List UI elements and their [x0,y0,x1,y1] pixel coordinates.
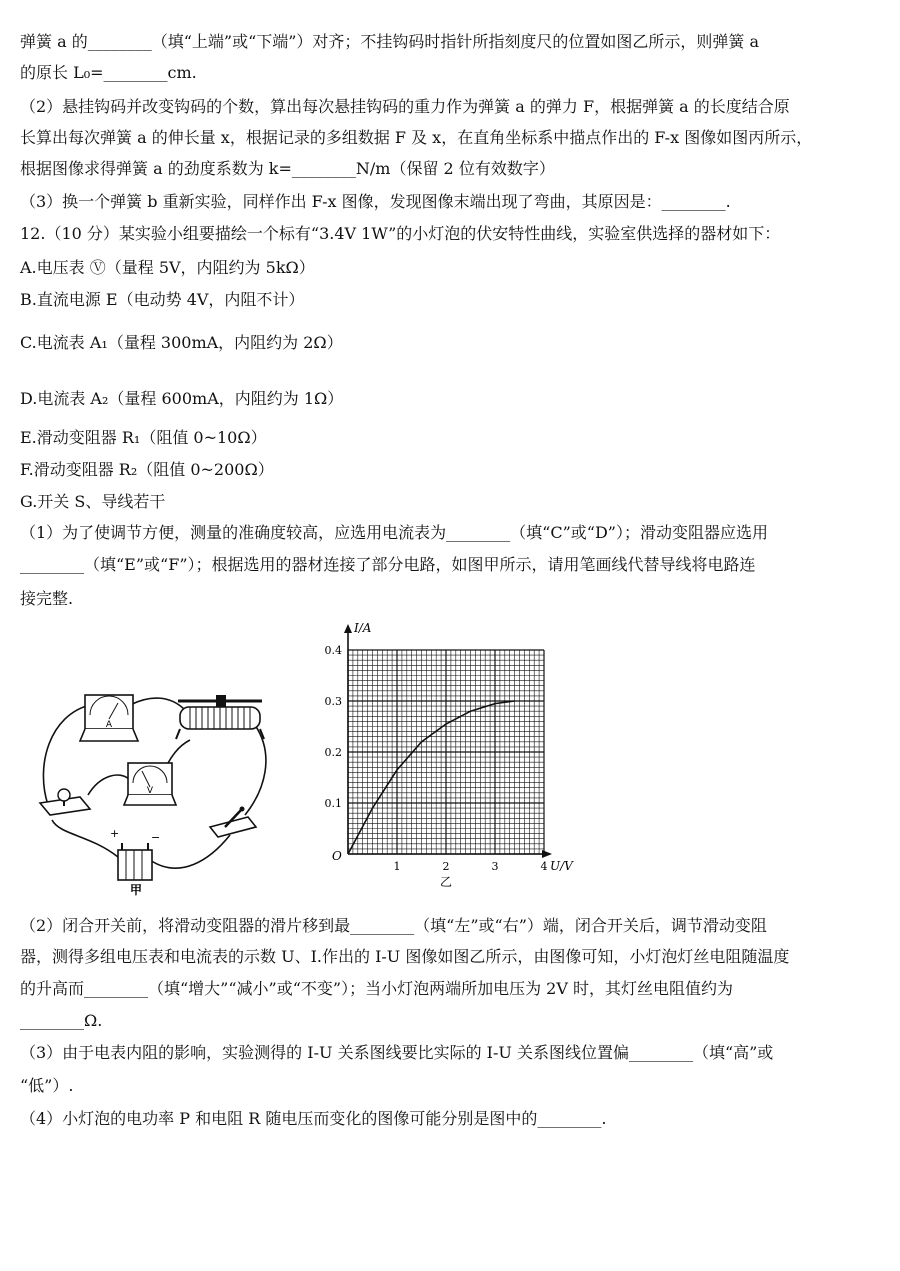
iu-graph [300,618,573,890]
x-tick-label: 4 [540,860,548,873]
text-line: 的升高而________（填“增大”“减小”或“不变”）；当小灯泡两端所加电压为 2V 时，其灯丝电阻值约为 [20,979,733,998]
text-line: 根据图像求得弹簧 a 的劲度系数为 k=________N/m（保留 2 位有效数字） [20,159,555,178]
battery-icon [110,827,160,880]
text-line: （2）闭合开关前，将滑动变阻器的滑片移到最________（填“左”或“右”）端，闭合开关后，调节滑动变阻 [20,916,767,935]
text-line: F.滑动变阻器 R₂（阻值 0~200Ω） [20,460,274,479]
x-tick-label: 1 [393,860,401,873]
battery-plus-label: + [110,827,120,840]
circuit-wire [150,835,230,868]
x-axis-label: U/V [550,859,573,873]
circuit-wire [88,775,130,795]
y-tick-label: 0.2 [324,746,342,759]
text-line: A.电压表 Ⓥ（量程 5V，内阻约为 5kΩ） [20,258,315,277]
switch-icon [210,807,256,838]
rheostat-icon [176,695,264,739]
text-line: C.电流表 A₁（量程 300mA，内阻约为 2Ω） [20,333,343,352]
lamp-icon [40,789,90,815]
x-axis-arrow [542,850,552,858]
text-line: E.滑动变阻器 R₁（阻值 0~10Ω） [20,428,267,447]
text-line: 12.（10 分）某实验小组要描绘一个标有“3.4V 1W”的小灯泡的伏安特性曲线，实验室供选择的器材如下： [20,224,781,243]
text-line: （3）换一个弹簧 b 重新实验，同样作出 F-x 图像，发现图像末端出现了弯曲，其原因是：________. [20,192,731,211]
text-line: 的原长 L₀=________cm. [20,63,197,82]
text-line: （2）悬挂钩码并改变钩码的个数，算出每次悬挂钩码的重力作为弹簧 a 的弹力 F，根据弹簧 a 的长度结合原 [20,97,790,116]
graph-caption: 乙 [440,875,453,889]
y-axis-label: I/A [354,621,372,635]
voltmeter-label: V [146,786,154,796]
text-line: （4）小灯泡的电功率 P 和电阻 R 随电压而变化的图像可能分别是图中的________. [20,1109,607,1128]
y-tick-label: 0.1 [324,797,342,810]
text-line: 长算出每次弹簧 a 的伸长量 x，根据记录的多组数据 F 及 x，在直角坐标系中描点作出的 F-x 图像如图丙所示， [20,128,813,147]
text-line: B.直流电源 E（电动势 4V，内阻不计） [20,290,305,309]
text-line: G.开关 S、导线若干 [20,492,166,511]
text-line: （1）为了使调节方便，测量的准确度较高，应选用电流表为________（填“C”或“D”）；滑动变阻器应选用 [20,523,768,542]
text-line: 弹簧 a 的________（填“上端”或“下端”）对齐；不挂钩码时指针所指刻度尺的位置如图乙所示，则弹簧 a [20,32,760,51]
x-tick-label: 2 [442,860,450,873]
battery-minus-label: − [151,831,161,844]
circuit-diagram [30,685,290,900]
text-line: （3）由于电表内阻的影响，实验测得的 I-U 关系图线要比实际的 I-U 关系图线位置偏________（填“高”或 [20,1043,774,1062]
text-line: D.电流表 A₂（量程 600mA，内阻约为 1Ω） [20,389,344,408]
graph-grid [348,650,544,854]
circuit-caption: 甲 [130,883,143,897]
circuit-wire [52,820,118,857]
text-line: 器，测得多组电压表和电流表的示数 U、I.作出的 I-U 图像如图乙所示，由图像可知，小灯泡灯丝电阻随温度 [20,947,790,966]
graph-axes [344,624,552,858]
text-line: “低”）. [20,1076,74,1095]
voltmeter-icon [124,763,176,805]
y-tick-label: 0.3 [324,695,342,708]
text-line: ________Ω. [20,1011,103,1030]
y-axis-arrow [344,624,352,633]
text-line: ________（填“E”或“F”）；根据选用的器材连接了部分电路，如图甲所示，请用笔画线代替导线将电路连 [20,555,756,574]
ammeter-label: A [105,720,113,730]
circuit-wire [130,698,185,710]
ammeter-icon [80,695,138,741]
origin-label: O [332,849,342,863]
y-tick-label: 0.4 [324,644,342,657]
x-tick-label: 3 [491,860,499,873]
text-line: 接完整. [20,589,74,608]
